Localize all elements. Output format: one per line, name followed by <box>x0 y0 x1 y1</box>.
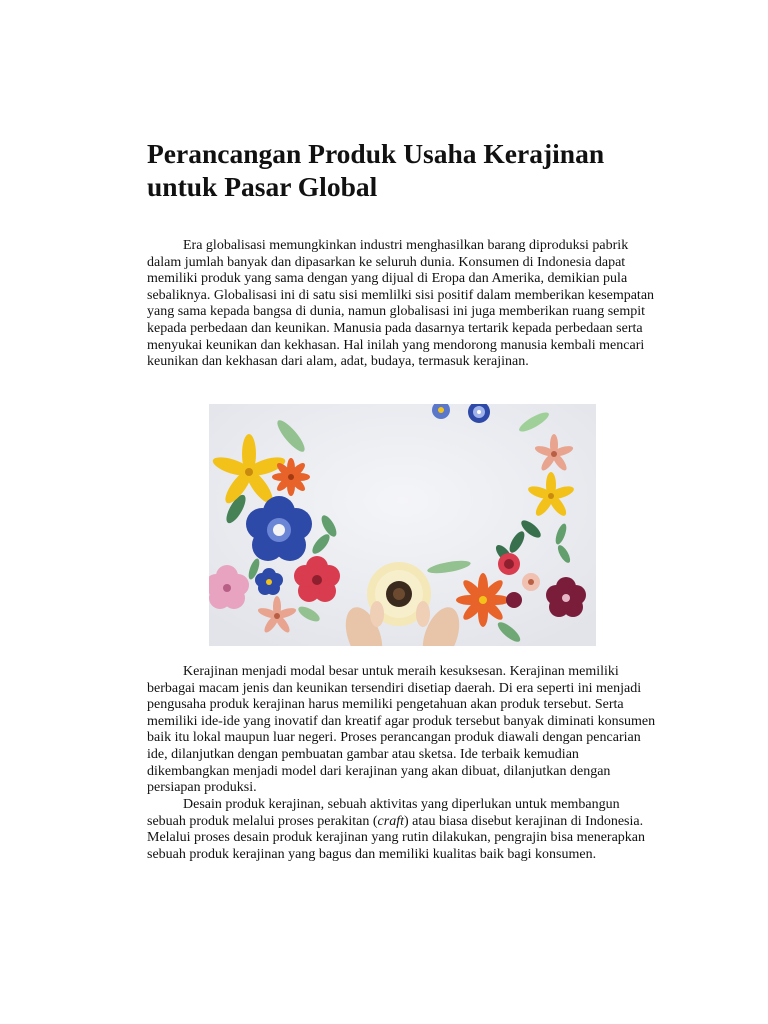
paragraph-3-italic-craft: craft <box>377 813 404 829</box>
document-title <box>147 137 667 203</box>
paper-flowers-photo <box>209 404 596 646</box>
paragraph-2 <box>147 664 657 797</box>
title-line-1: Perancangan Produk Usaha Kerajinan <box>147 138 605 169</box>
paragraph-1 <box>147 238 657 371</box>
paragraph-1-text: Era globalisasi memungkinkan industri menghasilkan barang diproduksi pabrik dalam jumlah banyak dan dipasarkan ke seluruh dunia. Konsumen di Indonesia dapat memiliki produk yang sama dengan yang dijual di Eropa dan Amerika, demikian pula sebaliknya. Globalisasi ini di satu sisi memlilki sisi positif dalam memberikan kesempatan yang sama kepada bangsa di dunia, namun globalisasi ini juga memberikan ruang sempit kepada perbedaan dan keunikan. Manusia pada dasarnya tertarik kepada perbedaan serta menyukai keunikan dan kekhasan. Hal inilah yang mendorong manusia kembali mencari keunikan dan kekhasan dari alam, adat, budaya, termasuk kerajinan. <box>147 238 655 370</box>
paragraph-3-text-before: Desain produk kerajinan, sebuah aktivitas yang diperlukan untuk membangun sebuah produk melalui proses perakitan ( <box>147 797 620 829</box>
paragraph-2-text: Kerajinan menjadi modal besar untuk meraih kesuksesan. Kerajinan memiliki berbagai macam jenis dan keunikan tersendiri disetiap daerah. Di era seperti ini menjadi pengusaha produk kerajinan harus memiliki pengetahuan akan produk tersebut. Serta memiliki ide-ide yang inovatif dan kreatif agar produk tersebut banyak diminati konsumen baik itu lokal maupun luar negeri. Proses perancangan produk diawali dengan pencarian ide, dilanjutkan dengan pembuatan gambar atau sketsa. Ide terbaik kemudian dikembangkan menjadi model dari kerajinan yang akan dibuat, dilanjutkan dengan persiapan produksi. <box>147 664 656 796</box>
paper-flowers-illustration <box>209 404 596 646</box>
paragraph-3-text-after: ) atau biasa disebut kerajinan di Indonesia. Melalui proses desain produk kerajinan yang rutin dilakukan, pengrajin bisa menerapkan sebuah produk kerajinan yang bagus dan memiliki kualitas baik bagi konsumen. <box>147 813 646 862</box>
paragraph-3 <box>147 797 657 863</box>
title-line-2: untuk Pasar Global <box>147 171 378 202</box>
